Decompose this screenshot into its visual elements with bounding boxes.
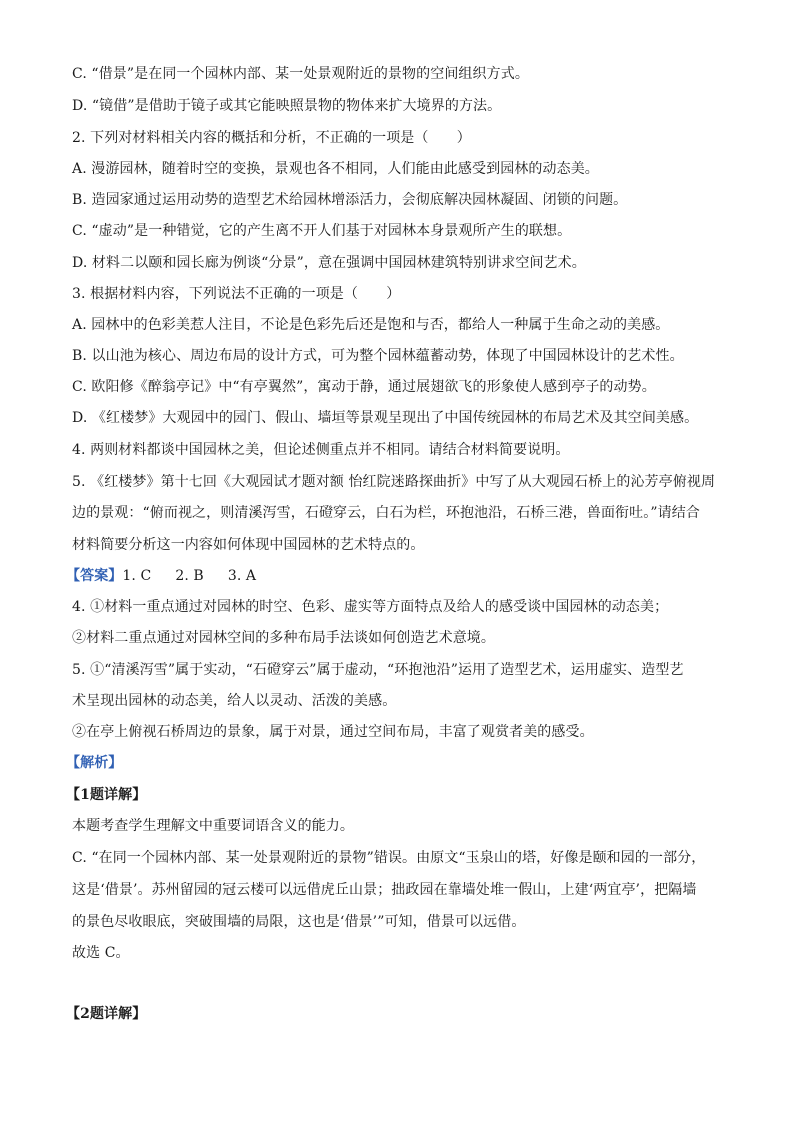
question-5-line-1: 5. 《红楼梦》第十七回《大观园试才题对额 怡红院迷路探曲折》中写了从大观园石桥上的沁芳亭俯视周 [72, 474, 716, 490]
answer-5-line-1: 5. ①“清溪泻雪”属于实动，“石磴穿云”属于虚动，“环抱池沿”运用了造型艺术，运用虚实、造型艺 [72, 662, 684, 678]
question-4: 4. 两则材料都谈中国园林之美，但论述侧重点并不相同。请结合材料简要说明。 [72, 442, 570, 458]
answer-4-line-1: 4. ①材料一重点通过对园林的时空、色彩、虚实等方面特点及给人的感受谈中国园林的动态美； [72, 599, 669, 615]
option-1c: C. “借景”是在同一个园林内部、某一处景观附近的景物的空间组织方式。 [72, 66, 529, 82]
question-3: 3. 根据材料内容，下列说法不正确的一项是（ ） [72, 286, 401, 302]
option-3b: B. 以山池为核心、周边布局的设计方式，可为整个园林蕴蓄动势，体现了中国园林设计的艺术性。 [72, 348, 684, 364]
answer-item-3: 3. A [227, 568, 257, 584]
question-2: 2. 下列对材料相关内容的概括和分析，不正确的一项是（ ） [72, 130, 471, 146]
option-2b: B. 造园家通过运用动势的造型艺术给园林增添活力，会彻底解决园林凝固、闭锁的问题。 [72, 192, 628, 208]
answer-4-line-2: ②材料二重点通过对园林空间的多种布局手法谈如何创造艺术意境。 [72, 630, 495, 646]
option-2c: C. “虚动”是一种错觉，它的产生离不开人们基于对园林本身景观所产生的联想。 [72, 223, 572, 239]
detail-1-line-4: 的景色尽收眼底，突破围墙的局限，这也是‘借景’”可知，借景可以远借。 [72, 914, 526, 930]
answer-tag: 【答案】 [66, 568, 123, 584]
option-2a: A. 漫游园林，随着时空的变换，景观也各不相同，人们能由此感受到园林的动态美。 [72, 161, 599, 177]
detail-1-line-1: 本题考查学生理解文中重要词语含义的能力。 [72, 818, 354, 834]
option-1d: D. “镜借”是借助于镜子或其它能映照景物的物体来扩大境界的方法。 [72, 98, 502, 114]
option-3c: C. 欧阳修《醉翁亭记》中“有亭翼然”，寓动于静，通过展翅欲飞的形象使人感到亭子的动势。 [72, 379, 656, 395]
answer-5-line-3: ②在亭上俯视石桥周边的景象，属于对景，通过空间布局，丰富了观赏者美的感受。 [72, 724, 594, 740]
answer-item-1: 1. C [122, 568, 152, 584]
answer-item-2: 2. B [175, 568, 204, 584]
detail-1-line-3: 这是‘借景’。苏州留园的冠云楼可以远借虎丘山景；拙政园在靠墙处堆一假山，上建‘两宜亭’，把隔墙 [72, 882, 697, 898]
detail-2-heading: 【2题详解】 [66, 1006, 147, 1022]
detail-1-line-5: 故选 C。 [72, 945, 130, 961]
answer-row [66, 566, 732, 586]
option-2d: D. 材料二以颐和园长廊为例谈“分景”，意在强调中国园林建筑特别讲求空间艺术。 [72, 255, 586, 271]
analysis-tag: 【解析】 [66, 755, 123, 771]
answer-5-line-2: 术呈现出园林的动态美，给人以灵动、活泼的美感。 [72, 693, 397, 709]
detail-1-line-2: C. “在同一个园林内部、某一处景观附近的景物”错误。由原文“玉泉山的塔，好像是颐和园的一部分， [72, 850, 706, 866]
question-5-line-2: 边的景观：“俯而视之，则清溪泻雪，石磴穿云，白石为栏，环抱池沿，石桥三港，兽面衔吐。”请结合 [72, 505, 700, 521]
option-3d: D. 《红楼梦》大观园中的园门、假山、墙垣等景观呈现出了中国传统园林的布局艺术及其空间美感。 [72, 410, 699, 426]
detail-1-heading: 【1题详解】 [66, 787, 147, 803]
option-3a: A. 园林中的色彩美惹人注目，不论是色彩先后还是饱和与否，都给人一种属于生命之动的美感。 [72, 317, 670, 333]
question-5-line-3: 材料简要分析这一内容如何体现中国园林的艺术特点的。 [72, 537, 425, 553]
